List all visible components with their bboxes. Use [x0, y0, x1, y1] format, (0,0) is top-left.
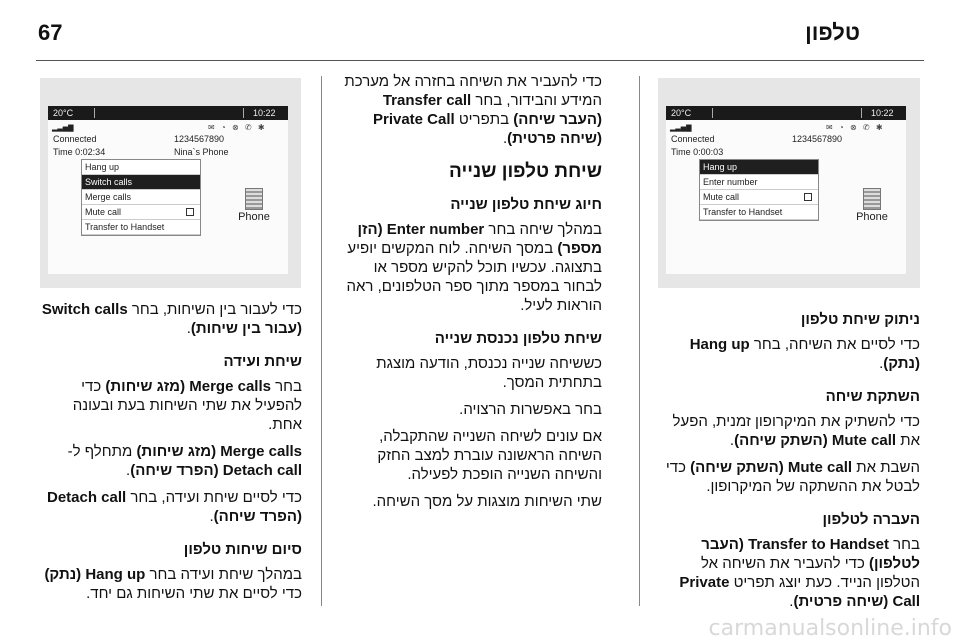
- text: .: [879, 355, 884, 372]
- phone-icon: [848, 188, 896, 223]
- signal-icon: ▂▃▅▇: [670, 125, 692, 132]
- menu-item-transfer[interactable]: Transfer to Handset: [82, 220, 200, 235]
- screen-top-bar: [666, 106, 906, 120]
- paragraph: [658, 535, 920, 611]
- paragraph: כששיחה שנייה נכנסת, הודעה מוצגת בתחתית המסך.: [376, 355, 602, 391]
- section-heading: העברה לטלפון: [822, 511, 920, 528]
- section-heading: סיום שיחות טלפון: [183, 541, 302, 558]
- section-heading: השתקת שיחה: [825, 388, 920, 405]
- menu-item-merge-calls[interactable]: Merge calls: [82, 190, 200, 205]
- text: במסך השיחה. לוח המקשים יופיע בתצוגה. עכשיו תוכל להקיש מספר או לבחור במספר מתוך ספר הטלפונים, ראה הוראות לעיל.: [346, 240, 602, 314]
- text: .: [502, 130, 508, 147]
- caller-name: Nina`s Phone: [174, 147, 229, 157]
- menu-term: Hang up (נתק): [689, 336, 920, 372]
- text: כדי להעביר את השיחה בחזרה אל מערכת המידע והבידור, בחר: [344, 73, 602, 109]
- phone-icon: [230, 188, 278, 223]
- menu-term: Mute call (השתק שיחה): [734, 432, 897, 449]
- menu-term: Private Call (שיחה פרטית): [679, 574, 920, 610]
- temperature: 20°C: [671, 108, 692, 118]
- screen-image-left: [40, 78, 301, 288]
- menu-item-switch-calls[interactable]: Switch calls: [82, 175, 200, 190]
- text: בחר: [270, 378, 302, 395]
- checkbox-icon: [186, 208, 194, 216]
- text: כדי לעבור בין השיחות, בחר: [127, 301, 302, 318]
- text: כדי לסיים את השיחה, בחר: [749, 336, 920, 353]
- paragraph: [40, 488, 302, 526]
- page-header: [0, 0, 960, 58]
- text: כדי לסיים את שתי השיחות גם יחד.: [86, 585, 302, 602]
- menu-term: Detach call (הפרד שיחה): [47, 489, 302, 525]
- column-right: [658, 296, 920, 619]
- paragraph: [40, 442, 302, 480]
- section-heading: שיחת ועידה: [223, 353, 302, 370]
- header-divider: [36, 60, 924, 61]
- paragraph: [40, 377, 302, 434]
- temperature: 20°C: [53, 108, 74, 118]
- menu-term: Private Call (שיחה פרטית): [372, 111, 602, 147]
- paragraph: בחר באפשרות הרצויה.: [459, 401, 602, 418]
- menu-item-hang-up[interactable]: Hang up: [700, 160, 818, 175]
- text: בחר: [888, 536, 920, 553]
- menu-item-label: Mute call: [85, 207, 122, 217]
- column-left: [40, 300, 302, 611]
- paragraph: [658, 335, 920, 373]
- screen-image-right: [658, 78, 920, 288]
- status-icons: ✉ ◔ ⊗ ✆ ✱: [208, 123, 267, 132]
- phone-label: Phone: [238, 211, 270, 223]
- text: במהלך שיחת ועידה בחר: [145, 566, 302, 583]
- page-title: טלפון: [805, 20, 860, 45]
- paragraph: [40, 565, 302, 603]
- section-heading: שיחת טלפון נכנסת שנייה: [434, 330, 602, 347]
- text: .: [126, 462, 131, 479]
- caller-number: 1234567890: [174, 134, 225, 144]
- menu-item-mute-call[interactable]: [82, 205, 200, 220]
- text: כדי לסיים שיחת ועידה, בחר: [126, 489, 302, 506]
- call-time: Time 0:02:34: [53, 147, 106, 157]
- section-heading: חיוג שיחת טלפון שנייה: [450, 196, 602, 213]
- call-menu: [81, 159, 201, 236]
- menu-term: Detach call (הפרד שיחה): [130, 462, 302, 479]
- signal-icon: ▂▃▅▇: [52, 125, 74, 132]
- text: במהלך שיחה בחר: [484, 221, 602, 238]
- menu-term: Merge calls (מזג שיחות): [136, 443, 302, 460]
- text: כדי להעביר את השיחה אל הטלפון הנייד. כעת יוצג תפריט: [701, 555, 920, 591]
- menu-term: Mute call (השתק שיחה): [690, 459, 853, 476]
- section-title: שיחת טלפון שנייה: [449, 161, 602, 182]
- call-status: Connected: [53, 134, 97, 144]
- column-divider-left: [321, 76, 322, 606]
- call-status: Connected: [671, 134, 715, 144]
- menu-term: Hang up (נתק): [44, 566, 146, 583]
- call-time: Time 0:00:03: [671, 147, 724, 157]
- checkbox-icon: [804, 193, 812, 201]
- menu-term: Transfer to Handset (העבר לטלפון): [701, 536, 920, 572]
- phone-label: Phone: [856, 211, 888, 223]
- section-heading: ניתוק שיחת טלפון: [800, 311, 920, 328]
- watermark: carmanualsonline.info: [708, 616, 952, 641]
- text: .: [209, 508, 214, 525]
- caller-number: 1234567890: [792, 134, 843, 144]
- menu-item-mute-call[interactable]: [700, 190, 818, 205]
- text: .: [729, 432, 735, 449]
- clock: 10:22: [253, 108, 276, 118]
- page-number: 67: [38, 20, 63, 45]
- text: .: [186, 320, 191, 337]
- text: כדי לבטל את ההשתקה של המיקרופון.: [665, 459, 920, 495]
- call-menu: [699, 159, 819, 221]
- menu-item-label: Mute call: [703, 192, 740, 202]
- menu-term: Switch calls (עבור בין שיחות): [41, 301, 302, 337]
- clock: 10:22: [871, 108, 894, 118]
- text: כדי להשתיק את המיקרופון זמנית, הפעל את: [672, 413, 920, 449]
- text: השבת את: [852, 459, 920, 476]
- column-divider-right: [639, 76, 640, 606]
- menu-term: Merge calls (מזג שיחות): [105, 378, 271, 395]
- paragraph: [658, 412, 920, 450]
- paragraph: [40, 300, 302, 338]
- text: כדי להפעיל את שתי השיחות בעת ובעונה אחת.: [72, 378, 302, 433]
- text: מתחלף ל-: [67, 443, 137, 460]
- menu-item-hang-up[interactable]: Hang up: [82, 160, 200, 175]
- menu-term: Enter number (הזן מספר): [357, 221, 602, 257]
- menu-item-transfer[interactable]: Transfer to Handset: [700, 205, 818, 220]
- paragraph: [658, 458, 920, 496]
- menu-item-enter-number[interactable]: Enter number: [700, 175, 818, 190]
- text: בתפריט: [454, 111, 514, 128]
- paragraph: [340, 220, 602, 315]
- status-icons: ✉ ◔ ⊗ ✆ ✱: [826, 123, 885, 132]
- text: .: [789, 593, 794, 610]
- paragraph: [340, 72, 602, 148]
- paragraph: שתי השיחות מוצגות על מסך השיחה.: [372, 493, 602, 510]
- column-middle: [340, 72, 602, 519]
- menu-term: Transfer call (העבר שיחה): [382, 92, 602, 128]
- paragraph: אם עונים לשיחה השנייה שהתקבלה, השיחה הראשונה עוברת למצב החזק והשיחה השנייה הופכת לפעילה.: [377, 428, 602, 483]
- screen-top-bar: [48, 106, 288, 120]
